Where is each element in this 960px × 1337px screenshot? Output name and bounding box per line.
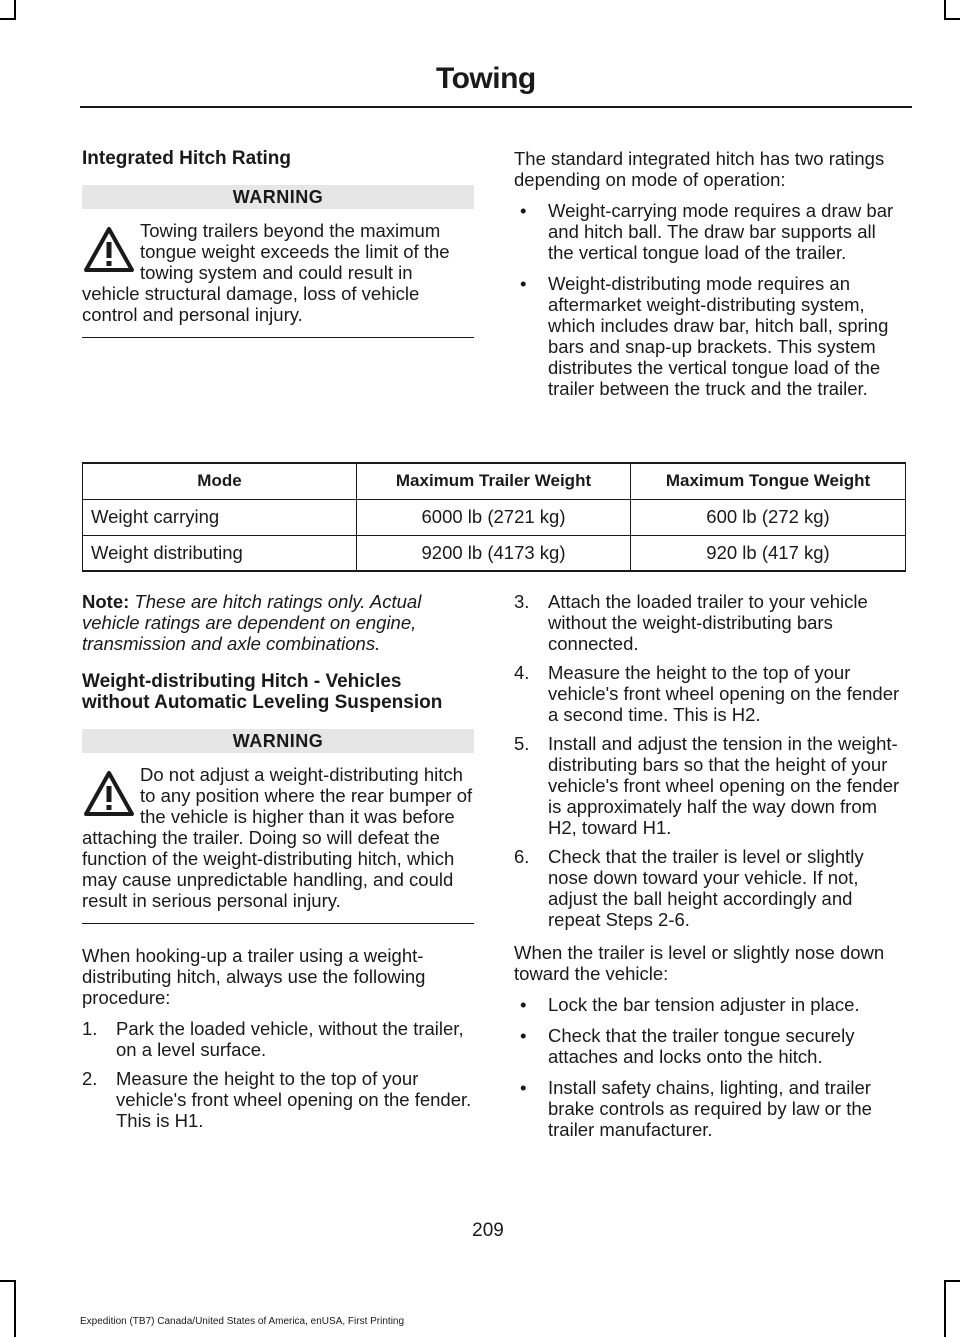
procedure-steps-left: [82, 1018, 474, 1131]
header-divider: [80, 106, 912, 108]
warning-divider: [82, 337, 474, 338]
warning-triangle-icon: [82, 224, 136, 278]
warning-divider: [82, 923, 474, 924]
warning-content: [82, 209, 474, 337]
crop-mark: [944, 1280, 946, 1337]
table-row: [83, 499, 906, 535]
step-number: 4.: [514, 662, 530, 683]
table-cell: 6000 lb (2721 kg): [357, 499, 631, 535]
column-header: Maximum Trailer Weight: [357, 463, 631, 499]
section-heading: Integrated Hitch Rating: [82, 148, 292, 169]
list-item: [514, 846, 906, 930]
level-checklist: [514, 994, 906, 1140]
crop-mark: [944, 18, 960, 20]
step-text: Install and adjust the tension in the weight-distributing bars so that the height of your vehicle's front wheel opening on the fender is approximately half the way down from H2, toward H1.: [548, 733, 900, 838]
list-item: [82, 1068, 474, 1131]
column-header: Mode: [83, 463, 357, 499]
step-text: Measure the height to the top of your vehicle's front wheel opening on the fender. This is H1.: [116, 1068, 472, 1131]
list-item: • Weight-distributing mode requires an aftermarket weight-distributing system, which includes draw bar, hitch ball, spring bars and snap-up brackets. This system distributes the vertical tongue load of the trailer between the truck and the trailer.: [514, 273, 906, 399]
hitch-ratings-table: [82, 462, 906, 572]
page-title: Towing: [436, 62, 536, 95]
step-text: Attach the loaded trailer to your vehicle without the weight-distributing bars connected.: [548, 591, 868, 654]
warning-content: [82, 753, 474, 923]
step-number: 1.: [82, 1018, 98, 1039]
list-item: • Lock the bar tension adjuster in place.: [514, 994, 906, 1015]
section-heading: Weight-distributing Hitch - Vehicles without Automatic Leveling Suspension: [82, 671, 443, 713]
crop-mark: [14, 0, 16, 20]
step-number: 2.: [82, 1068, 98, 1089]
warning-box: [82, 185, 474, 338]
warning-triangle-icon: [82, 768, 136, 822]
crop-mark: [944, 1280, 960, 1282]
wd-hitch-section: [82, 591, 474, 1139]
list-item: [514, 591, 906, 654]
crop-mark: [0, 1280, 16, 1282]
warning-text: Do not adjust a weight-distributing hitch to any position where the rear bumper of the vehicle is higher than it was before attaching the trailer. Doing so will defeat the function of the weight-distributing hitch, which may cause unpredictable handling, and could result in serious personal injury.: [82, 764, 473, 911]
table-cell: Weight distributing: [83, 535, 357, 571]
step-text: Check that the trailer is level or slightly nose down toward your vehicle. If not, adjust the ball height accordingly and repeat Steps 2-6.: [548, 846, 864, 930]
note-text: These are hitch ratings only. Actual vehicle ratings are dependent on engine, transmission and axle combinations.: [82, 591, 422, 654]
page-number: 209: [472, 1220, 504, 1241]
table-row: [83, 535, 906, 571]
warning-box: [82, 729, 474, 924]
list-item: [514, 733, 906, 838]
crop-mark: [14, 1280, 16, 1337]
procedure-continued: [514, 591, 906, 1150]
step-number: 3.: [514, 591, 530, 612]
list-item: • Weight-carrying mode requires a draw bar and hitch ball. The draw bar supports all the vertical tongue load of the trailer.: [514, 200, 906, 263]
step-text: Park the loaded vehicle, without the trailer, on a level surface.: [116, 1018, 464, 1060]
crop-mark: [0, 18, 16, 20]
level-intro: When the trailer is level or slightly nose down toward the vehicle:: [514, 942, 885, 984]
warning-label: WARNING: [82, 729, 474, 753]
list-item: [82, 1018, 474, 1060]
footer-text: Expedition (TB7) Canada/United States of America, enUSA, First Printing: [80, 1316, 405, 1327]
crop-mark: [944, 0, 946, 20]
list-item: • Install safety chains, lighting, and trailer brake controls as required by law or the trailer manufacturer.: [514, 1077, 906, 1140]
hitch-modes-section: [514, 148, 906, 409]
list-item: • Check that the trailer tongue securely attaches and locks onto the hitch.: [514, 1025, 906, 1067]
warning-label: WARNING: [82, 185, 474, 209]
hitch-intro: The standard integrated hitch has two ratings depending on mode of operation:: [514, 148, 885, 190]
table-cell: 9200 lb (4173 kg): [357, 535, 631, 571]
warning-text: Towing trailers beyond the maximum tongue weight exceeds the limit of the towing system and could result in vehicle structural damage, loss of vehicle control and personal injury.: [82, 220, 450, 325]
note-label: Note:: [82, 591, 130, 612]
table-cell: 920 lb (417 kg): [631, 535, 906, 571]
hitch-mode-list: [514, 200, 906, 399]
column-header: Maximum Tongue Weight: [631, 463, 906, 499]
step-text: Measure the height to the top of your vehicle's front wheel opening on the fender a second time. This is H2.: [548, 662, 900, 725]
note: [82, 591, 474, 654]
table-header-row: [83, 463, 906, 499]
procedure-steps-right: [514, 591, 906, 930]
list-item: [514, 662, 906, 725]
step-number: 6.: [514, 846, 530, 867]
procedure-intro: When hooking-up a trailer using a weight-distributing hitch, always use the following procedure:: [82, 945, 426, 1008]
step-number: 5.: [514, 733, 530, 754]
table-cell: 600 lb (272 kg): [631, 499, 906, 535]
integrated-hitch-section: [82, 148, 474, 338]
table-cell: Weight carrying: [83, 499, 357, 535]
